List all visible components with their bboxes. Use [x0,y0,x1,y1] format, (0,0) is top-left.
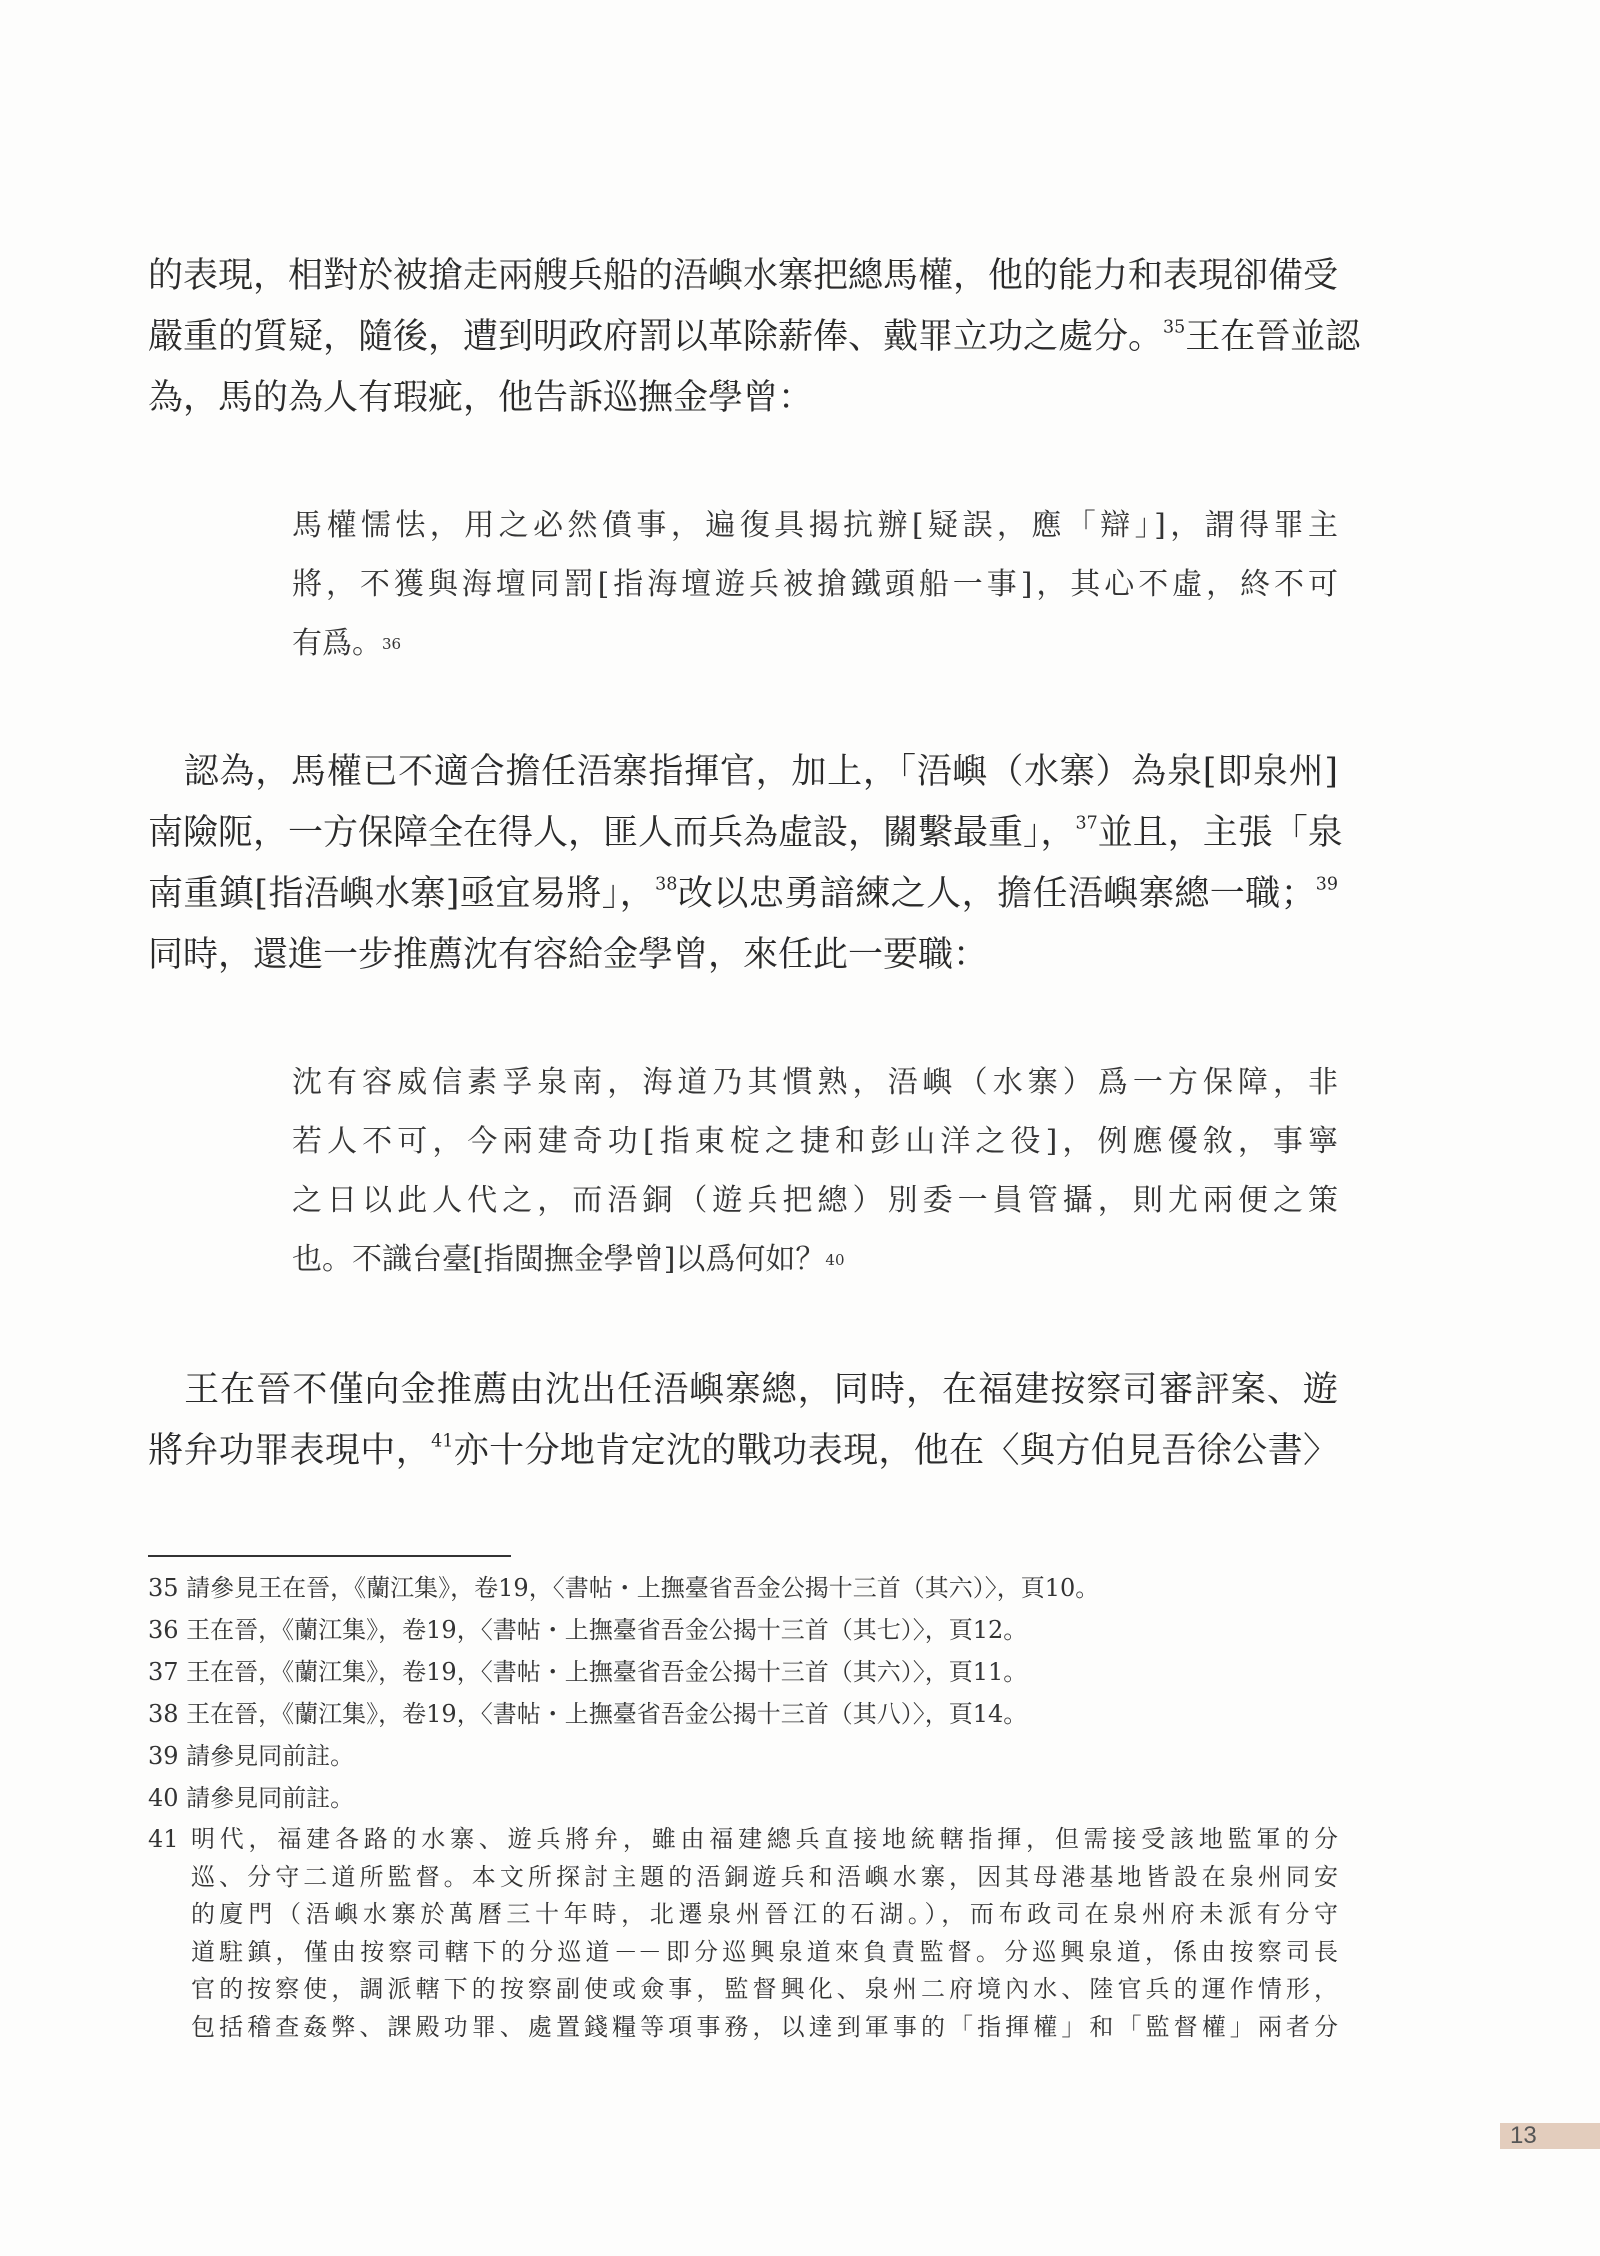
footnote-reference: 38 [655,874,678,895]
text-run: 36 王在晉，《蘭江集》，卷19，〈書帖・上撫臺省吾金公揭十三首（其七）〉，頁12。 [148,1616,1028,1644]
text-run: 41 明代，福建各路的水寨、遊兵將弁，雖由福建總兵直接地統轄指揮，但需接受該地監軍的分 [148,1825,1338,1853]
text-line [148,864,1338,925]
text-line [148,1971,1338,2009]
text-run: 道駐鎮，僅由按察司轄下的分巡道－－即分巡興泉道來負責監督。分巡興泉道，係由按察司長 [191,1937,1338,1966]
text-line: 也。不識台臺[指閩撫金學曾]以爲何如？ 40 [292,1230,1338,1289]
text-run: 巡、分守二道所監督。本文所探討主題的浯銅遊兵和浯嶼水寨，因其母港基地皆設在泉州同安 [191,1862,1338,1891]
text-run: 南重鎮[指浯嶼水寨]亟宜易將」， [148,874,656,914]
text-line [148,1651,1338,1693]
text-line [148,307,1361,368]
text-run: 改以忠勇諳練之人，擔任浯嶼寨總一職； [677,874,1316,914]
text-run: 將弁功罪表現中， [148,1431,432,1471]
text-run: 並且，主張「泉 [1097,813,1343,853]
text-run: 為，馬的為人有瑕疵，他告訴巡撫金學曾： [148,378,814,418]
text-run: 同時，還進一步推薦沈有容給金學曾，來任此一要職： [148,935,989,975]
text-run: 37 王在晉，《蘭江集》，卷19，〈書帖・上撫臺省吾金公揭十三首（其六）〉，頁11。 [148,1658,1028,1686]
block-quote-1 [292,496,1338,673]
text-line [148,1735,1338,1777]
text-line [148,1609,1338,1651]
text-line [292,1171,1338,1230]
text-run: 也。不識台臺[指閩撫金學曾]以爲何如？ [292,1242,826,1277]
text-run: 亦十分地肯定沈的戰功表現，他在〈與方伯見吾徐公書〉 [453,1431,1338,1471]
text-run: 王在晉不僅向金推薦由沈出任浯嶼寨總，同時，在福建按察司審評案、遊 [148,1370,1338,1410]
text-line [148,368,1338,429]
text-line [148,1693,1338,1735]
text-run: 王在晉並認 [1185,317,1361,357]
text-line [148,1896,1338,1934]
text-line [292,496,1338,555]
footnote-reference: 37 [1075,813,1098,834]
text-run: 的表現，相對於被搶走兩艘兵船的浯嶼水寨把總馬權，他的能力和表現卻備受 [148,256,1339,296]
text-run: 認為，馬權已不適合擔任浯寨指揮官，加上，「浯嶼（水寨）為泉[即泉州] [148,752,1338,792]
text-run: 包括稽查姦弊、課殿功罪、處置錢糧等項事務，以達到軍事的「指揮權」和「監督權」兩者分 [191,2012,1338,2041]
text-line [148,1360,1338,1421]
text-line [148,2009,1338,2047]
text-run: 沈有容威信素孚泉南，海道乃其慣熟，浯嶼（水寨）爲一方保障，非 [292,1065,1338,1100]
paragraph-3 [148,1360,1338,1482]
text-line [148,1777,1338,1819]
footnote-reference: 35 [1163,317,1186,338]
text-run: 若人不可，今兩建奇功[指東椗之捷和彭山洋之役]，例應優敘，事寧 [292,1124,1338,1159]
text-run: 馬權懦怯，用之必然僨事，遍復具揭抗辦[疑誤，應「辯」]，謂得罪主 [292,508,1338,543]
text-line: 有爲。 36 [292,614,1338,673]
footnotes-35-40 [148,1567,1338,1819]
text-line [148,1859,1338,1897]
text-line [292,1053,1338,1112]
text-line [148,803,1343,864]
text-run: 38 王在晉，《蘭江集》，卷19，〈書帖・上撫臺省吾金公揭十三首（其八）〉，頁14。 [148,1700,1028,1728]
text-line [148,1567,1338,1609]
text-line [148,925,1338,986]
footnote-separator [148,1555,511,1557]
text-line [148,1934,1338,1972]
text-run: 的廈門（浯嶼水寨於萬曆三十年時，北遷泉州晉江的石湖。），而布政司在泉州府未派有分守 [191,1900,1338,1928]
text-line [148,1821,1338,1859]
text-run: 嚴重的質疑，隨後，遭到明政府罰以革除薪俸、戴罪立功之處分。 [148,317,1164,357]
text-run: 將，不獲與海壇同罰[指海壇遊兵被搶鐵頭船一事]，其心不虛，終不可 [292,567,1338,602]
footnote-reference: 41 [431,1431,454,1452]
text-run: 40 請參見同前註。 [148,1784,355,1812]
text-run: 35 請參見王在晉，《蘭江集》，卷19，〈書帖・上撫臺省吾金公揭十三首（其六）〉，頁10。 [148,1574,1100,1602]
text-run: 官的按察使，調派轄下的按察副使或僉事，監督興化、泉州二府境內水、陸官兵的運作情形， [191,1975,1338,2003]
text-run: 南險阨，一方保障全在得人，匪人而兵為虛設，關繫最重」， [148,813,1076,853]
paragraph-2 [148,742,1343,986]
text-line [148,246,1338,307]
text-run: 有爲。 [292,626,382,661]
footnote-41 [148,1821,1338,2046]
text-run: 39 請參見同前註。 [148,1742,355,1770]
page-number: 13 [1500,2123,1600,2149]
text-line [292,1112,1338,1171]
footnote-reference: 39 [1315,874,1338,895]
text-line [148,742,1338,803]
text-line [148,1421,1338,1482]
text-run: 之日以此人代之，而浯銅（遊兵把總）別委一員管攝，則尤兩便之策 [292,1183,1338,1218]
block-quote-2 [292,1053,1338,1289]
text-line [292,555,1338,614]
paragraph-1 [148,246,1361,429]
